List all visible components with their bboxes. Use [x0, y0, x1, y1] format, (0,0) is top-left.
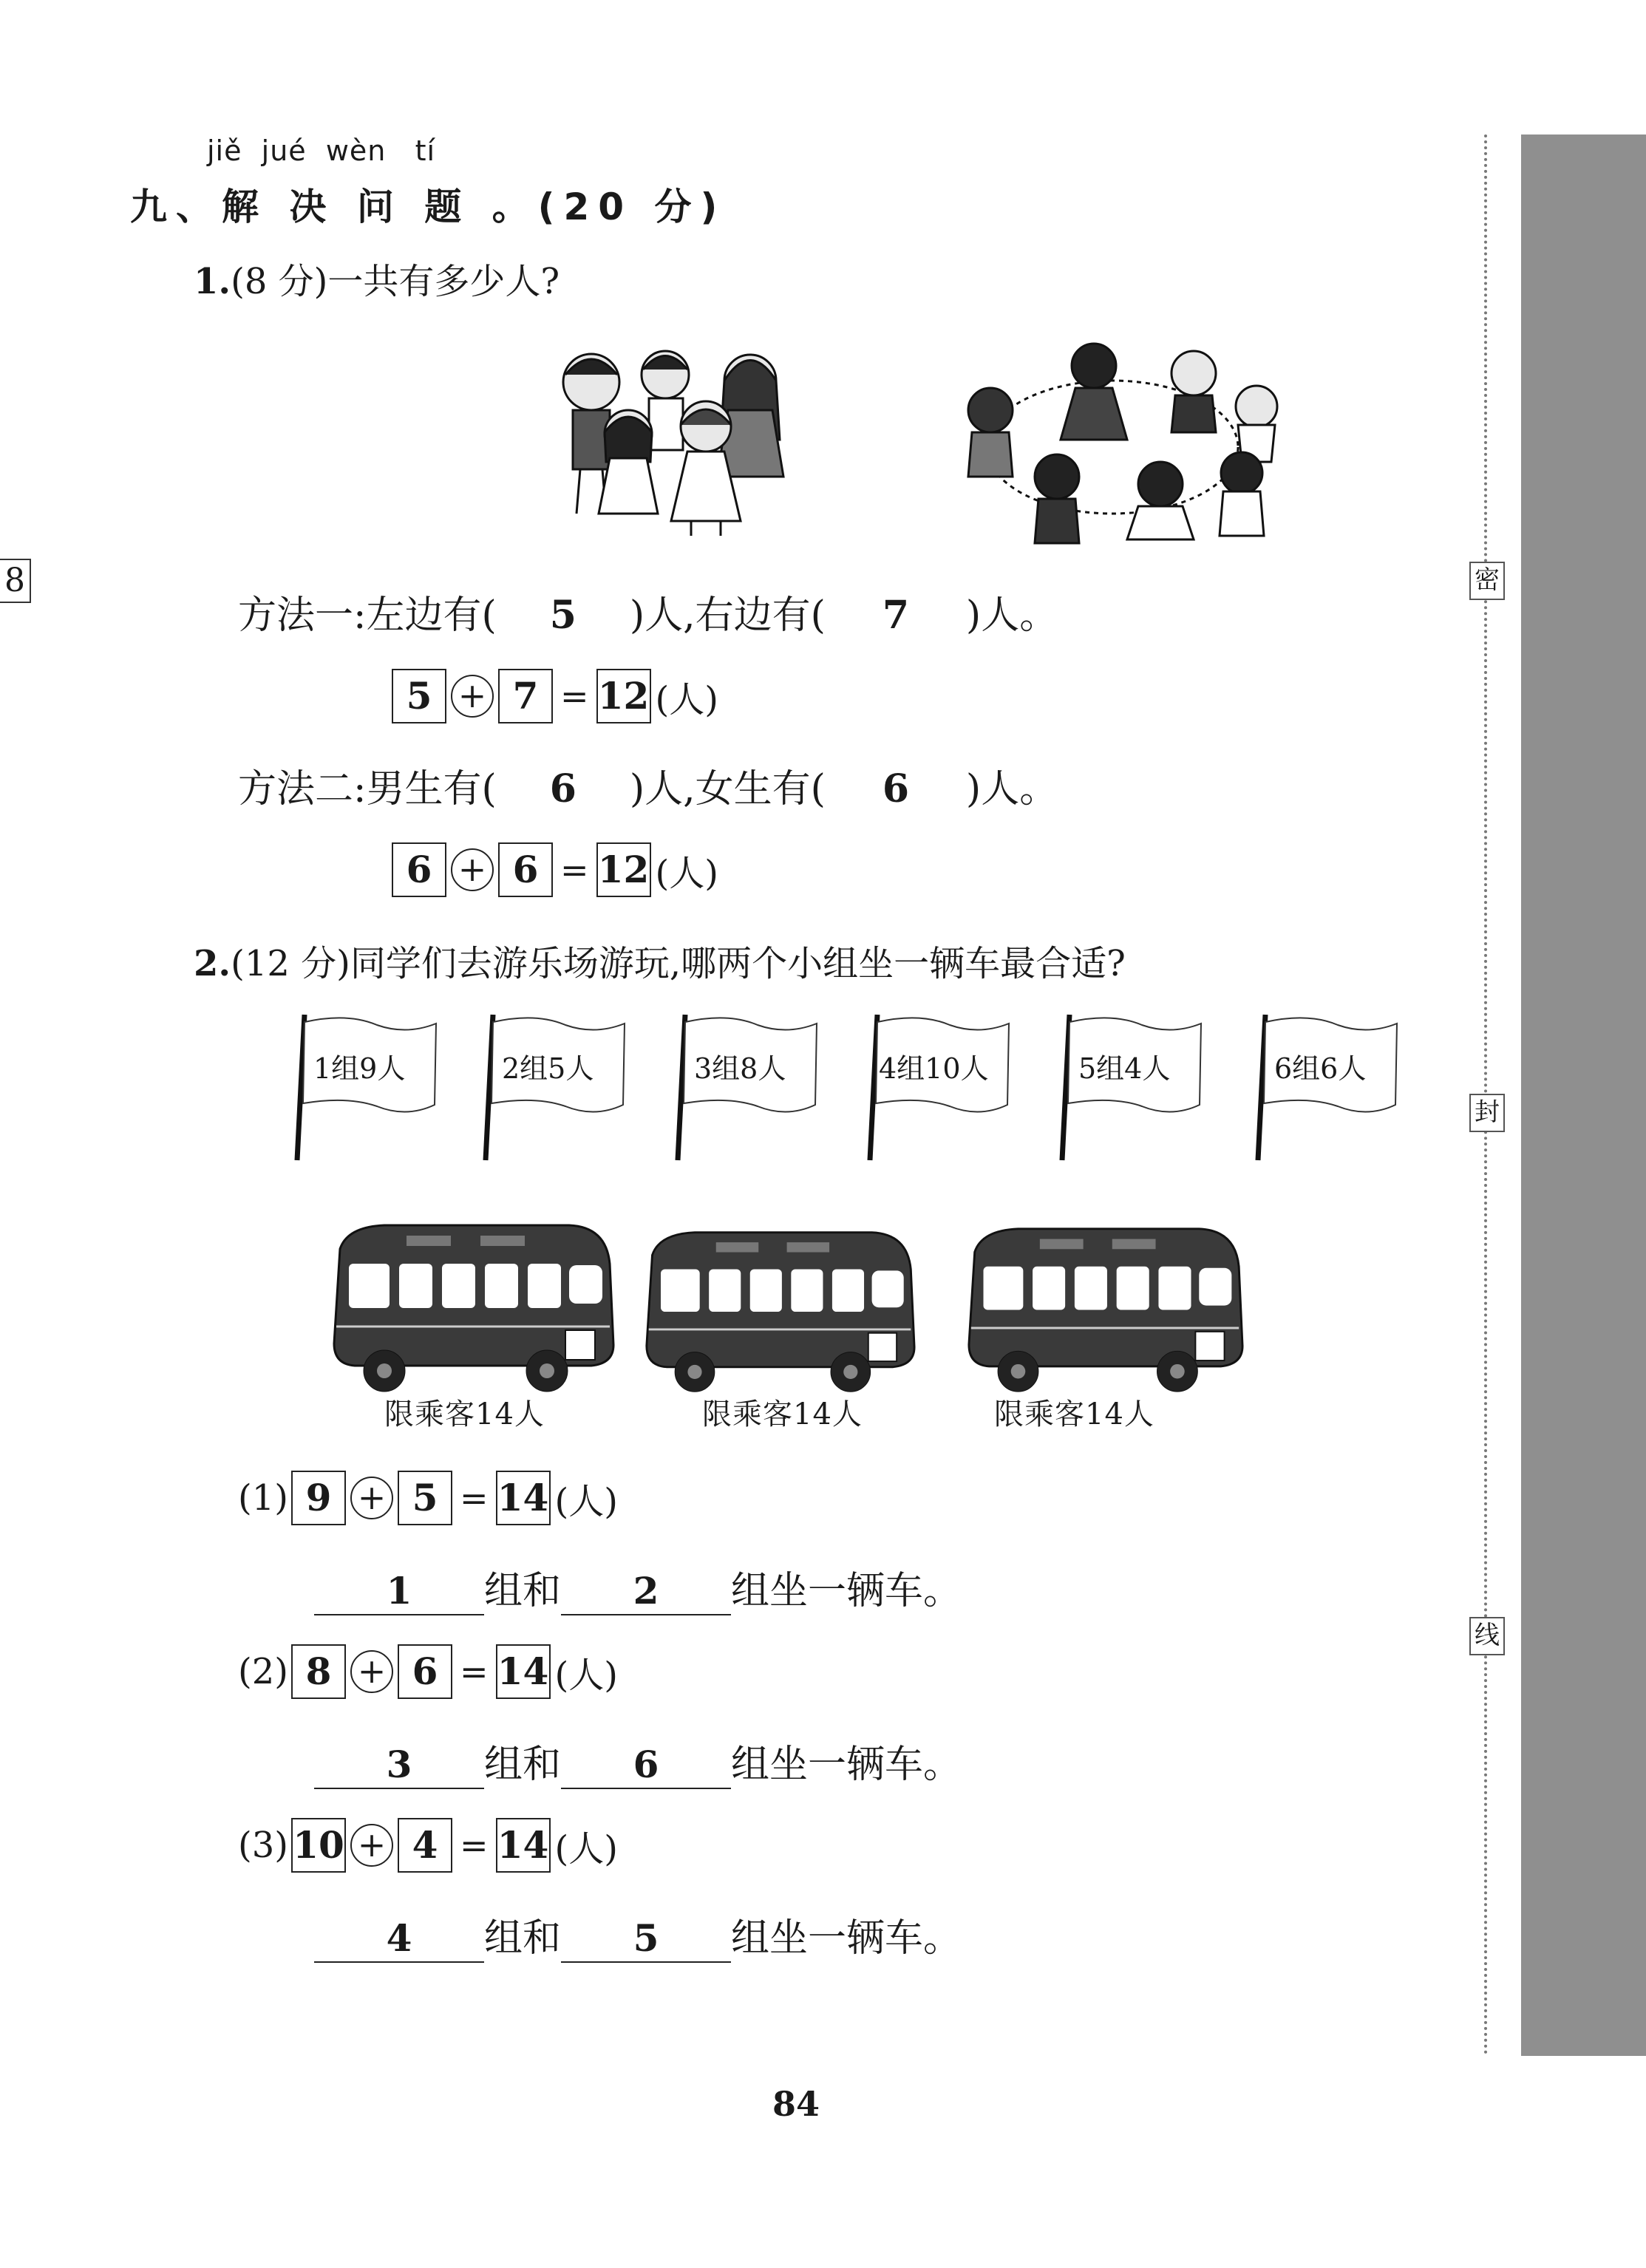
unit-label: (人) [554, 1480, 619, 1522]
part-3-equation [238, 1818, 618, 1873]
flag-icon [1249, 1009, 1404, 1164]
seal-xian: 线 [1469, 1617, 1505, 1655]
method1-addend-b: 7 [498, 669, 553, 723]
method2-equation [392, 842, 718, 897]
plus-operator: + [451, 848, 494, 891]
equals-sign: = [560, 676, 589, 716]
part-2-addend-b: 6 [398, 1644, 452, 1699]
binding-margin-strip [1521, 134, 1646, 2056]
part-3-mid-text: 组和 [484, 1916, 562, 1961]
flag-4-label: 4组10人 [879, 1052, 989, 1085]
plus-operator: + [350, 1477, 393, 1519]
q1-prompt: (8 分)一共有多少人? [231, 261, 560, 302]
flag-6 [1249, 1009, 1404, 1164]
plus-operator: + [350, 1650, 393, 1693]
unit-label: (人) [554, 1654, 619, 1696]
part-1-answer-line [314, 1559, 962, 1615]
flag-6-label: 6组6人 [1274, 1052, 1367, 1085]
part-2-result: 14 [496, 1644, 551, 1699]
part-1-addend-b: 5 [398, 1471, 452, 1525]
equals-sign: = [560, 850, 589, 890]
part-2-answer-line [314, 1733, 962, 1789]
bus-2 [632, 1227, 928, 1441]
q1-heading [194, 253, 560, 304]
part-1-group-a-blank: 1 [314, 1568, 484, 1615]
flag-icon [861, 1009, 1016, 1164]
part-3-tail-text: 组坐一辆车。 [731, 1916, 962, 1961]
method2-girls-answer: 6 [882, 766, 910, 811]
method1-text-a: 方法一:左边有( [238, 593, 497, 638]
part-3-group-b-blank: 5 [561, 1915, 731, 1963]
part-1-label: (1) [238, 1477, 288, 1519]
method2-addend-a: 6 [392, 842, 446, 897]
method1-text-b: )人,右边有( [629, 593, 826, 638]
seal-feng: 封 [1469, 1094, 1505, 1132]
method2-result: 12 [596, 842, 651, 897]
part-1-equation [238, 1471, 618, 1525]
unit-label: (人) [655, 678, 719, 721]
bus-1 [325, 1219, 621, 1441]
part-3-result: 14 [496, 1818, 551, 1873]
part-2-mid-text: 组和 [484, 1743, 562, 1787]
flag-icon [477, 1009, 632, 1164]
bus-icon [325, 1219, 621, 1397]
flag-1 [288, 1009, 443, 1164]
flag-3 [669, 1009, 824, 1164]
method1-addend-a: 5 [392, 669, 446, 723]
section-pinyin: jiě jué wèn tí [207, 134, 436, 167]
method1-left-answer: 5 [549, 593, 577, 638]
flag-3-label: 3组8人 [694, 1052, 786, 1085]
bus-3 [957, 1223, 1253, 1441]
equals-sign: = [460, 1825, 489, 1865]
equals-sign: = [460, 1478, 489, 1518]
part-1-group-b-blank: 2 [561, 1568, 731, 1615]
bus-icon [957, 1223, 1253, 1397]
flag-5 [1053, 1009, 1208, 1164]
flag-4 [861, 1009, 1016, 1164]
method2-boys-answer: 6 [549, 766, 577, 811]
plus-operator: + [350, 1824, 393, 1867]
part-3-addend-a: 10 [291, 1818, 346, 1873]
flag-icon [669, 1009, 824, 1164]
part-1-result: 14 [496, 1471, 551, 1525]
unit-label: (人) [554, 1828, 619, 1870]
method1-text-c: )人。 [965, 593, 1058, 638]
part-2-equation [238, 1644, 618, 1699]
part-1-tail-text: 组坐一辆车。 [731, 1569, 962, 1613]
method1-result: 12 [596, 669, 651, 723]
bus-3-capacity: 限乘客14人 [994, 1397, 1154, 1431]
bus-1-capacity: 限乘客14人 [384, 1397, 545, 1431]
children-illustration [547, 336, 1286, 551]
method2-text-a: 方法二:男生有( [238, 767, 497, 811]
page-number: 84 [772, 2084, 820, 2124]
part-1-addend-a: 9 [291, 1471, 346, 1525]
unit-label: (人) [655, 852, 719, 894]
method2-text-c: )人。 [965, 767, 1058, 811]
left-page-tab: 8 [0, 559, 31, 603]
part-2-group-a-blank: 3 [314, 1742, 484, 1789]
part-3-addend-b: 4 [398, 1818, 452, 1873]
seal-mi: 密 [1469, 562, 1505, 600]
q2-number: 2. [194, 943, 231, 984]
part-3-label: (3) [238, 1825, 288, 1866]
bus-icon [632, 1227, 928, 1397]
flag-2-label: 2组5人 [502, 1052, 594, 1085]
q1-method2-line [238, 757, 1058, 813]
flag-1-label: 1组9人 [313, 1052, 406, 1085]
method1-equation [392, 669, 718, 723]
method1-right-answer: 7 [882, 593, 910, 638]
q2-prompt: (12 分)同学们去游乐场游玩,哪两个小组坐一辆车最合适? [231, 943, 1126, 984]
q1-method1-line [238, 584, 1058, 639]
flag-5-label: 5组4人 [1078, 1052, 1171, 1085]
q2-heading [194, 935, 1126, 986]
method2-addend-b: 6 [498, 842, 553, 897]
plus-operator: + [451, 675, 494, 718]
bus-2-capacity: 限乘客14人 [702, 1397, 863, 1431]
flag-2 [477, 1009, 632, 1164]
part-1-mid-text: 组和 [484, 1569, 562, 1613]
section-title: 九、解 决 问 题 。(20 分) [130, 185, 727, 228]
part-2-tail-text: 组坐一辆车。 [731, 1743, 962, 1787]
flag-icon [1053, 1009, 1208, 1164]
part-3-group-a-blank: 4 [314, 1915, 484, 1963]
standing-children-group [563, 351, 783, 536]
equals-sign: = [460, 1652, 489, 1692]
method2-text-b: )人,女生有( [629, 767, 826, 811]
circle-children-group [968, 344, 1277, 543]
part-3-answer-line [314, 1907, 962, 1963]
q1-number: 1. [194, 261, 231, 302]
part-2-addend-a: 8 [291, 1644, 346, 1699]
part-2-group-b-blank: 6 [561, 1742, 731, 1789]
flag-icon [288, 1009, 443, 1164]
part-2-label: (2) [238, 1651, 288, 1692]
